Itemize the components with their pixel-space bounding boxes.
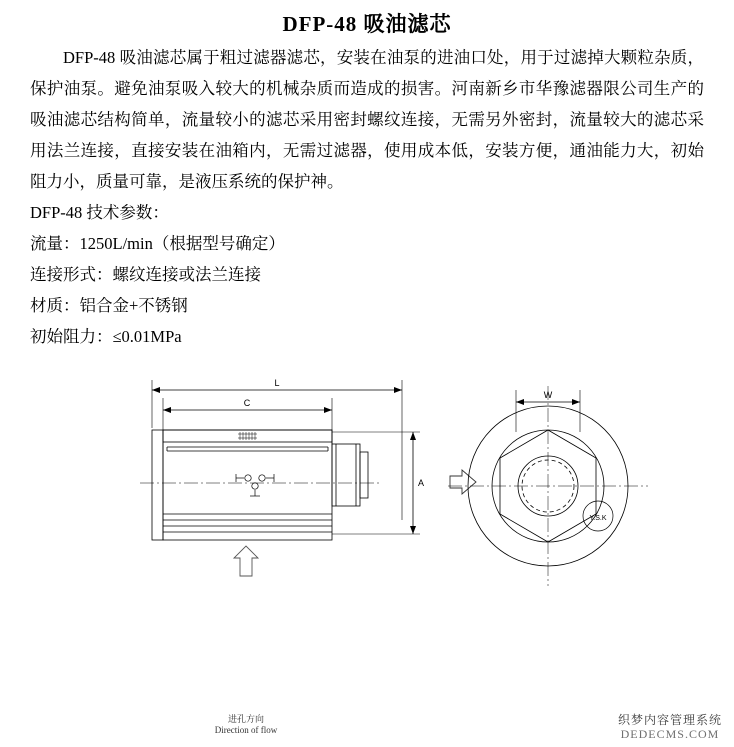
spec-initial-resistance: 初始阻力：≤0.01MPa bbox=[30, 327, 182, 346]
dimension-label-W: W bbox=[543, 390, 553, 400]
footer-watermark bbox=[618, 713, 722, 741]
dimension-label-A: A bbox=[418, 478, 425, 488]
technical-drawing bbox=[0, 368, 734, 618]
dimension-label-C: C bbox=[243, 398, 251, 408]
intro-paragraph: DFP-48 吸油滤芯属于粗过滤器滤芯，安装在油泵的进油口处，用于过滤掉大颗粒杂质，保护油泵。避免油泵吸入较大的机械杂质而造成的损害。河南新乡市华豫滤器限公司生产的吸油滤芯结构简单，流量较小的滤芯采用密封螺纹连接，无需另外密封，流量较大的滤芯采用法兰连接，直接安装在油箱内，无需过滤器，使用成本低，安装方便，通油能力大，初始阻力小，质量可靠，是液压系统的保护神。 bbox=[30, 48, 704, 191]
spec-heading: DFP-48 技术参数： bbox=[30, 203, 169, 222]
footer-cn-text: 织梦内容管理系统 bbox=[617, 713, 722, 727]
dimension-label-L: L bbox=[274, 378, 280, 388]
document-page bbox=[0, 8, 734, 747]
drawing-svg bbox=[0, 368, 734, 618]
spec-flow-rate: 流量：1250L/min（根据型号确定） bbox=[30, 234, 285, 253]
flow-direction-cn: 进孔方向 bbox=[227, 714, 264, 724]
flow-direction-en: Direction of flow bbox=[214, 725, 278, 735]
flow-direction-label bbox=[186, 714, 306, 736]
brand-mark-label: Y.S.K bbox=[589, 515, 607, 522]
spec-material: 材质：铝合金+不锈钢 bbox=[30, 296, 188, 315]
footer-en-text: DEDECMS.COM bbox=[620, 727, 720, 741]
page-title: DFP-48 吸油滤芯 bbox=[282, 12, 452, 36]
spec-connection-type: 连接形式：螺纹连接或法兰连接 bbox=[30, 265, 261, 284]
